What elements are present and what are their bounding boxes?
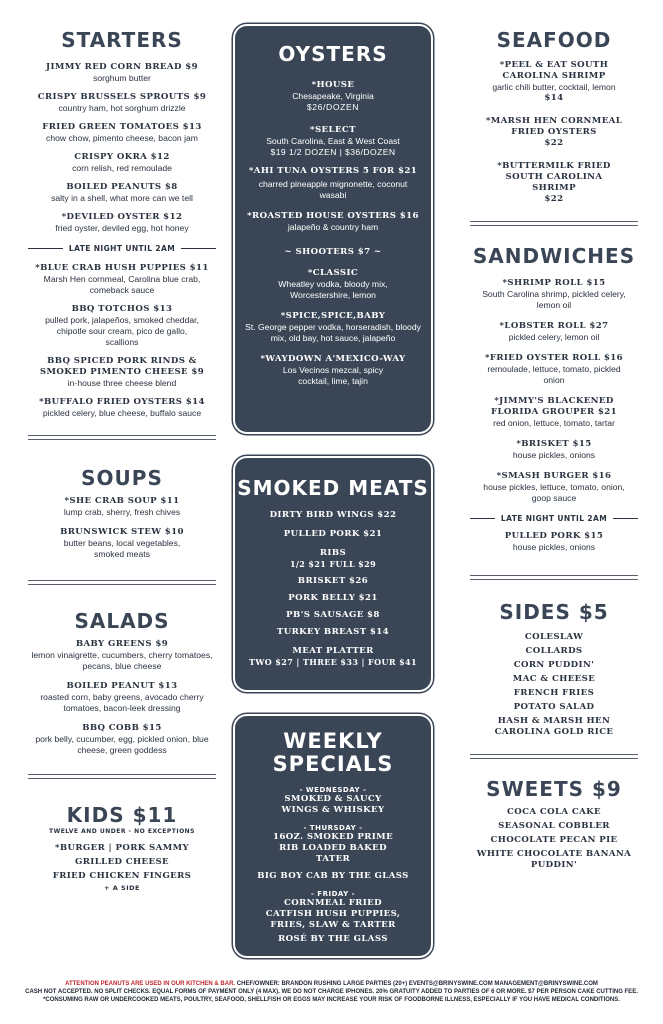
menu-item: [28, 92, 216, 114]
menu-item-name: PULLED PORK $15: [504, 531, 604, 541]
shooter-classic: *CLASSIC Wheatley vodka, bloody mix, Worcestershire, lemon: [278, 268, 388, 300]
menu-item-description: in-house three cheese blend: [67, 378, 177, 388]
kids-subtitle: TWELVE AND UNDER - NO EXCEPTIONS: [48, 828, 196, 835]
menu-item: [28, 871, 216, 882]
menu-item-name: FRIED CHICKEN FINGERS: [52, 871, 192, 881]
menu-item-name: CRISPY BRUSSELS SPROUTS $9: [37, 92, 207, 102]
menu-item-description: pulled pork, jalapeños, smoked cheddar, chipotle sour cream, pico de gallo, scallions: [45, 315, 199, 347]
menu-item: [28, 212, 216, 234]
menu-item: [470, 60, 638, 104]
shooter-waydown: *WAYDOWN A'MEXICO-WAY Los Vecinos mezcal, spicy cocktail, lime, tajin: [260, 354, 406, 386]
sandwiches-list: [470, 278, 638, 504]
menu-item-name: *BLUE CRAB HUSH PUPPIES $11: [35, 263, 209, 273]
menu-item-name: *MARSH HEN CORNMEAL FRIED OYSTERS: [485, 116, 623, 137]
smoked-meats-panel: [233, 456, 433, 692]
friday-label: - FRIDAY -: [310, 890, 356, 898]
menu-item-name: *SHE CRAB SOUP $11: [64, 496, 180, 506]
menu-item-name: *FRIED OYSTER ROLL $16: [484, 353, 624, 363]
menu-item-name: BABY GREENS $9: [75, 639, 169, 649]
thursday-special: BIG BOY CAB BY THE GLASS: [257, 871, 409, 881]
menu-item-description: chow chow, pimento cheese, bacon jam: [46, 133, 198, 143]
sandwiches-title: SANDWICHES: [472, 244, 636, 268]
divider-double: [470, 754, 638, 759]
menu-item-name: *BUTTERMILK FRIED SOUTH CAROLINA SHRIMP: [497, 161, 611, 193]
kids-list: [28, 843, 216, 882]
menu-item-name: POTATO SALAD: [513, 702, 595, 712]
footer: [0, 980, 663, 1004]
menu-item-description: country ham, hot sorghum drizzle: [58, 103, 186, 113]
menu-item: [28, 356, 216, 389]
menu-item-name: BRUNSWICK STEW $10: [60, 527, 184, 537]
menu-item: [28, 263, 216, 296]
menu-item: [28, 397, 216, 419]
smoked-item: PB'S SAUSAGE $8: [286, 610, 380, 620]
kids-title: KIDS $11: [66, 803, 178, 827]
weekly-specials-panel: [233, 714, 433, 958]
smoked-item: PULLED PORK $21: [283, 529, 383, 539]
menu-item: [28, 527, 216, 560]
menu-item-description: butter beans, local vegetables, smoked meats: [63, 538, 181, 559]
menu-item-description: house pickles, onions: [512, 450, 596, 460]
late-night-divider-right: LATE NIGHT UNTIL 2AM: [470, 514, 638, 523]
menu-item-name: *PEEL & EAT SOUTH CAROLINA SHRIMP: [499, 60, 609, 81]
weekly-title: WEEKLY SPECIALS: [272, 729, 394, 776]
menu-item-name: CORN PUDDIN': [513, 660, 595, 670]
oyster-ahi: *AHI TUNA OYSTERS 5 FOR $21 charred pineapple mignonette, coconut wasabi: [248, 166, 418, 200]
footer-line-1: ATTENTION PEANUTS ARE USED IN OUR KITCHEN & BAR. CHEF/OWNER: BRANDON RUSHING LARGE PARTIES (20+) EVENTS@BRINYSWINE.COM MANAGEMENT@BRINYSWINE.COM: [65, 981, 598, 987]
menu-item-description: fried oyster, deviled egg, hot honey: [55, 223, 189, 233]
menu-item: [470, 321, 638, 343]
menu-item-name: COLLARDS: [525, 646, 583, 656]
menu-item-name: GRILLED CHEESE: [75, 857, 169, 867]
thursday-label: - THURSDAY -: [303, 824, 363, 832]
menu-item-name: *SHRIMP ROLL $15: [502, 278, 606, 288]
sandwiches-late-list: [470, 531, 638, 553]
left-column: [28, 0, 216, 892]
menu-item-name: COCA COLA CAKE: [507, 807, 601, 817]
menu-item-name: FRENCH FRIES: [513, 688, 595, 698]
menu-item-description: red onion, lettuce, tomato, tartar: [493, 418, 615, 428]
starters-list: [28, 62, 216, 234]
kids-note: + A SIDE: [104, 884, 140, 892]
menu-item-name: *DEVILED OYSTER $12: [61, 212, 183, 222]
menu-item-description: house pickles, lettuce, tomato, onion, goop sauce: [483, 482, 625, 503]
menu-item: [470, 688, 638, 699]
divider-double: [470, 221, 638, 226]
menu-item: [470, 660, 638, 671]
menu-item-name: COLESLAW: [524, 632, 584, 642]
menu-item: [28, 122, 216, 144]
menu-item-description: lemon vinaigrette, cucumbers, cherry tomatoes, pecans, blue cheese: [31, 650, 213, 671]
menu-item: [470, 116, 638, 149]
oyster-roasted: *ROASTED HOUSE OYSTERS $16 jalapeño & country ham: [247, 211, 419, 232]
smoked-item: RIBS: [319, 548, 347, 558]
ribs-price: 1/2 $21 FULL $29: [289, 559, 377, 569]
menu-item-name: SEASONAL COBBLER: [498, 821, 610, 831]
smoked-item: BRISKET $26: [297, 576, 369, 586]
menu-item-description: pickled celery, lemon oil: [508, 332, 600, 342]
menu-item: [28, 62, 216, 84]
footer-line-2: CASH NOT ACCEPTED. NO SPLIT CHECKS. EQUAL FORMS OF PAYMENT ONLY (4 MAX). WE DO NOT CHARGE IPHONES. 20% GRATUITY ADDED TO PARTIES OF 6 OR MORE. $7 PER PERSON CAKE CUTTING FEE.: [25, 989, 638, 995]
menu-item-price: $22: [544, 194, 564, 204]
friday-special: CORNMEAL FRIED CATFISH HUSH PUPPIES, FRIES, SLAW & TARTER: [265, 898, 401, 930]
menu-item: [470, 702, 638, 713]
menu-item: [28, 496, 216, 518]
menu-item-description: lump crab, sherry, fresh chives: [63, 507, 181, 517]
menu-item: [470, 716, 638, 738]
menu-item-name: *SMASH BURGER $16: [496, 471, 612, 481]
menu-item: [470, 396, 638, 429]
seafood-title: SEAFOOD: [496, 28, 612, 52]
wednesday-special: SMOKED & SAUCY WINGS & WHISKEY: [281, 794, 385, 815]
shooter-spice: *SPICE,SPICE,BABY St. George pepper vodka, horseradish, bloody mix, old bay, hot sauce, jalapeño: [245, 311, 421, 343]
menu-item-description: garlic chili butter, cocktail, lemon: [492, 82, 616, 92]
menu-item-description: pork belly, cucumber, egg, pickled onion, blue cheese, green goddess: [35, 734, 209, 755]
menu-item: [470, 471, 638, 504]
menu-item: [470, 835, 638, 846]
starters-late-list: [28, 263, 216, 419]
menu-item-description: corn relish, red remoulade: [72, 163, 172, 173]
shooters-heading: ~ SHOOTERS $7 ~: [284, 247, 382, 257]
smoked-item: MEAT PLATTER: [292, 646, 374, 656]
menu-item-description: house pickles, onions: [512, 542, 596, 552]
soups-list: [28, 496, 216, 560]
menu-item-name: *BRISKET $15: [516, 439, 592, 449]
oyster-house: *HOUSE Chesapeake, Virginia $26/DOZEN: [292, 80, 374, 112]
menu-item-description: sorghum butter: [93, 73, 151, 83]
menu-item-name: CHOCOLATE PECAN PIE: [490, 835, 618, 845]
divider-double: [28, 435, 216, 440]
smoked-item: DIRTY BIRD WINGS $22: [269, 510, 397, 520]
late-night-divider-left: LATE NIGHT UNTIL 2AM: [28, 244, 216, 253]
menu-item: [28, 182, 216, 204]
menu-item-name: BOILED PEANUT $13: [66, 681, 178, 691]
sweets-list: [470, 807, 638, 871]
sides-list: [470, 632, 638, 738]
menu-item: [470, 632, 638, 643]
menu-item-description: pickled celery, blue cheese, buffalo sauce: [42, 408, 202, 418]
menu-item-name: MAC & CHEESE: [512, 674, 596, 684]
salads-list: [28, 639, 216, 756]
menu-item: [28, 723, 216, 756]
menu-item: [470, 439, 638, 461]
menu-item: [470, 674, 638, 685]
menu-item: [28, 152, 216, 174]
menu-item-name: BBQ TOTCHOS $13: [71, 304, 173, 314]
menu-item-description: South Carolina shrimp, pickled celery, lemon oil: [482, 289, 626, 310]
right-column: [470, 0, 638, 871]
menu-item-description: Marsh Hen cornmeal, Carolina blue crab, comeback sauce: [43, 274, 201, 295]
divider-double: [28, 774, 216, 779]
menu-item: [28, 304, 216, 348]
menu-item-name: CRISPY OKRA $12: [74, 152, 170, 162]
menu-item: [470, 353, 638, 386]
menu-item: [470, 646, 638, 657]
seafood-list: [470, 60, 638, 205]
menu-item-description: roasted corn, baby greens, avocado cherry tomatoes, bacon-leek dressing: [40, 692, 204, 713]
menu-item: [28, 857, 216, 868]
menu-item-name: HASH & MARSH HEN CAROLINA GOLD RICE: [494, 716, 614, 737]
wednesday-label: - WEDNESDAY -: [299, 786, 367, 794]
divider-double: [28, 580, 216, 585]
menu-item: [470, 161, 638, 205]
menu-item: [470, 821, 638, 832]
footer-line-3: *CONSUMING RAW OR UNDERCOOKED MEATS, POULTRY, SEAFOOD, SHELLFISH OR EGGS MAY INCREASE YOUR RISK OF FOODBORNE ILLNESS, ESPECIALLY IF YOU HAVE MEDICAL CONDITIONS.: [43, 997, 620, 1003]
menu-item: [470, 807, 638, 818]
platter-price: TWO $27 | THREE $33 | FOUR $41: [249, 657, 417, 667]
menu-item-description: salty in a shell, what more can we tell: [51, 193, 193, 203]
menu-item-description: remoulade, lettuce, tomato, pickled onion: [487, 364, 621, 385]
oysters-panel: [233, 24, 433, 434]
peanut-warning: ATTENTION PEANUTS ARE USED IN OUR KITCHEN & BAR.: [65, 981, 236, 987]
menu-item: [28, 639, 216, 672]
menu-item-price: $22: [544, 138, 564, 148]
menu-item: [28, 843, 216, 854]
soups-title: SOUPS: [81, 466, 163, 490]
oysters-title: OYSTERS: [278, 42, 388, 66]
menu-item-name: *BUFFALO FRIED OYSTERS $14: [39, 397, 205, 407]
menu-item-name: WHITE CHOCOLATE BANANA PUDDIN': [476, 849, 632, 870]
menu-item-name: JIMMY RED CORN BREAD $9: [46, 62, 198, 72]
menu-item: [470, 849, 638, 871]
menu-item-name: BBQ SPICED PORK RINDS & SMOKED PIMENTO CHEESE $9: [39, 356, 205, 377]
menu-item-name: *BURGER | PORK SAMMY: [54, 843, 190, 853]
sweets-title: SWEETS $9: [486, 777, 622, 801]
smoked-meats-title: SMOKED MEATS: [237, 476, 429, 500]
menu-item-name: FRIED GREEN TOMATOES $13: [42, 122, 202, 132]
menu-item: [470, 531, 638, 553]
menu-item-name: BOILED PEANUTS $8: [66, 182, 178, 192]
thursday-special: 16OZ. SMOKED PRIME RIB LOADED BAKED TATER: [272, 832, 394, 864]
sides-title: SIDES $5: [499, 600, 609, 624]
starters-title: STARTERS: [61, 28, 183, 52]
menu-item-price: $14: [544, 93, 564, 103]
menu-item: [28, 681, 216, 714]
menu-item: [470, 278, 638, 311]
divider-double: [470, 575, 638, 580]
friday-special: ROSÉ BY THE GLASS: [278, 934, 388, 944]
menu-item-name: *LOBSTER ROLL $27: [499, 321, 609, 331]
oyster-select: *SELECT South Carolina, East & West Coast $19 1/2 DOZEN | $36/DOZEN: [266, 125, 400, 157]
smoked-item: TURKEY BREAST $14: [276, 627, 390, 637]
menu-item-name: BBQ COBB $15: [82, 723, 162, 733]
salads-title: SALADS: [74, 609, 170, 633]
smoked-item: PORK BELLY $21: [288, 593, 378, 603]
menu-item-name: *JIMMY'S BLACKENED FLORIDA GROUPER $21: [490, 396, 618, 417]
